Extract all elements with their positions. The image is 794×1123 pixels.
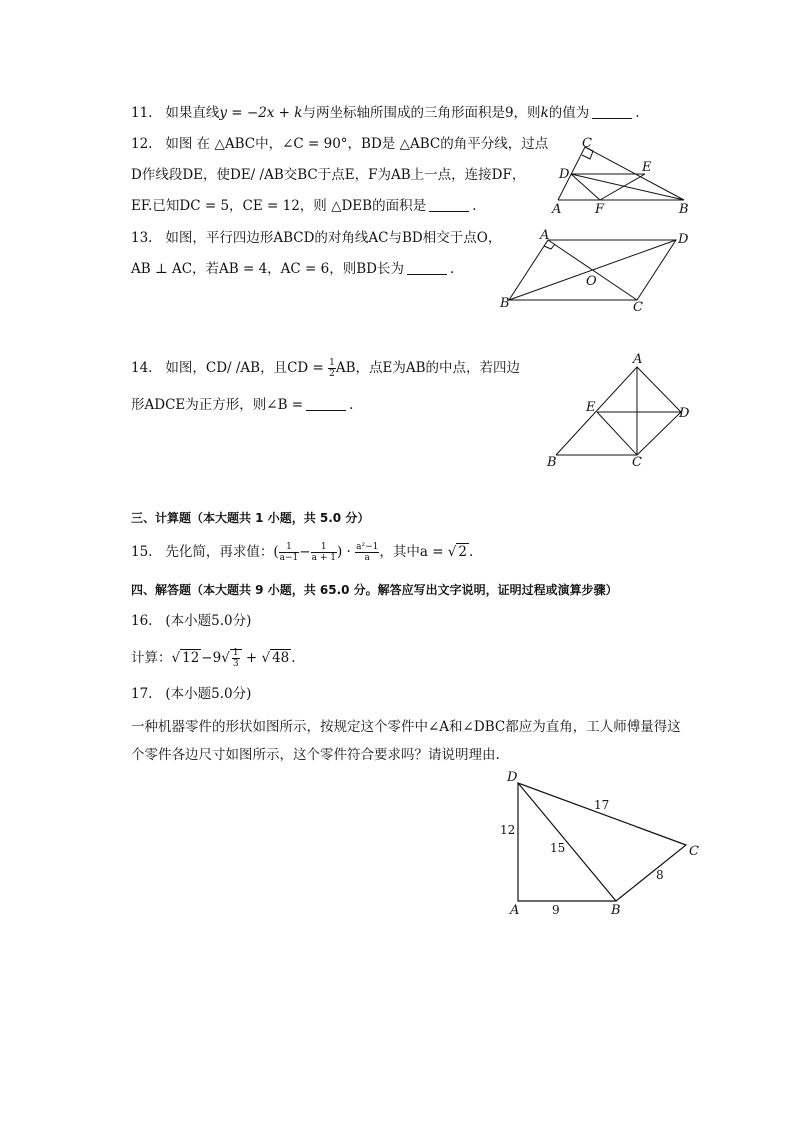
period: . [472, 198, 477, 214]
point-label-d: D [507, 770, 518, 785]
question-text: 如图，CD/ /AB，且CD = [165, 360, 324, 376]
question-text: 先化简，再求值：( [165, 544, 279, 560]
denominator: a + 1 [311, 553, 336, 563]
fraction-2 [311, 542, 337, 563]
point-label-c: C [633, 300, 643, 315]
point-label-a: A [552, 202, 562, 217]
question-17-header [131, 685, 251, 703]
point-label-d: D [559, 167, 570, 182]
square-adce-figure [545, 350, 695, 470]
triangle-abc-figure [548, 135, 698, 220]
question-11 [131, 104, 640, 122]
point-label-b: B [611, 903, 621, 918]
parallelogram-abcd-figure [498, 225, 698, 315]
point-label-c: C [582, 136, 592, 151]
question-12-line-3 [131, 197, 476, 215]
question-number: 17. [131, 686, 153, 702]
operator: + [245, 650, 258, 666]
question-number: 14. [131, 360, 153, 376]
question-15: 15. 先化简，再求值：( $\frac{1}{a-1}$ − $\frac{1}{a + 1}$ ) · $\frac{\text{a²−1}}{a}$ ，其中a = √ 2 . [131, 542, 474, 563]
period: . [349, 397, 354, 413]
period: . [635, 105, 640, 121]
side-length-dc: 17 [594, 798, 610, 812]
question-13-line-2 [131, 260, 454, 278]
side-length-ad: 12 [500, 823, 516, 837]
point-label-b: B [547, 455, 557, 470]
point-label-e: E [642, 160, 652, 175]
period: . [469, 544, 474, 560]
question-number: 15. [131, 544, 153, 560]
answer-blank[interactable] [306, 397, 346, 411]
question-number: 11. [131, 105, 153, 121]
radicand: 48 [272, 650, 290, 666]
question-text: 形ADCE为正方形，则∠B = [131, 397, 304, 413]
operator: ) · [336, 544, 351, 560]
answer-blank[interactable] [429, 198, 469, 212]
question-text: AB，点E为AB的中点，若四边 [335, 360, 521, 376]
question-13-line-1 [131, 229, 501, 247]
question-number: 12. [131, 136, 153, 152]
operator: − [299, 544, 311, 560]
machine-part-figure [498, 768, 708, 918]
denominator: a−1 [279, 553, 299, 563]
side-length-bd: 15 [550, 841, 566, 855]
point-label-d: D [679, 406, 690, 421]
denominator: 2 [329, 369, 335, 379]
question-score: (本小题5.0分) [165, 686, 252, 702]
side-length-ab: 9 [552, 903, 560, 917]
numerator: 1 [279, 542, 300, 553]
question-text: EF.已知DC = 5，CE = 12，则 △DEB的面积是 [131, 198, 427, 214]
radicand: 12 [182, 650, 200, 666]
point-label-c: C [632, 455, 642, 470]
period: . [450, 261, 455, 277]
numerator: 1 [329, 358, 335, 368]
question-text: 与两坐标轴所围成的三角形面积是9，则 [302, 105, 541, 121]
point-label-b: B [500, 296, 510, 311]
section-heading-calculation: 三、计算题（本大题共 1 小题，共 5.0 分） [131, 511, 370, 525]
question-text: 如图 在 △ABC中，∠C = 90°，BD是 △ABC的角平分线，过点 [165, 136, 549, 152]
numerator: a²−1 [356, 542, 379, 552]
question-17-line-1 [131, 718, 681, 736]
answer-blank[interactable] [592, 105, 632, 119]
section-heading-answer: 四、解答题（本大题共 9 小题，共 65.0 分。解答应写出文字说明，证明过程或演算步骤） [131, 583, 618, 597]
period: . [291, 650, 296, 666]
point-label-b: B [679, 202, 689, 217]
question-12-line-2 [131, 166, 525, 184]
math-expression: y = −2x + k [219, 105, 303, 121]
question-text: 如图，平行四边形ABCD的对角线AC与BD相交于点O， [165, 230, 502, 246]
question-16-body: 计算：√ 12 −9√ $\frac{1}{3}$ + √ 48 . [131, 648, 296, 669]
radicand: 2 [458, 544, 468, 560]
point-label-a: A [633, 352, 643, 367]
question-number: 16. [131, 613, 153, 629]
math-variable: k [540, 105, 549, 121]
question-text: 如果直线 [165, 105, 220, 121]
question-text: 计算： [131, 650, 172, 666]
operator: −9 [201, 650, 222, 666]
question-12-line-1 [131, 135, 548, 153]
point-label-d: D [678, 232, 689, 247]
question-text: 一种机器零件的形状如图所示，按规定这个零件中∠A和∠DBC都应为直角，工人师傅量得这 [131, 719, 681, 735]
question-17-line-2 [131, 746, 500, 764]
radicand-fraction [230, 648, 242, 669]
point-label-a: A [540, 228, 550, 243]
question-text: 个零件各边尺寸如图所示，这个零件符合要求吗？请说明理由. [131, 747, 500, 763]
question-score: (本小题5.0分) [165, 613, 252, 629]
fraction-3 [355, 542, 379, 563]
fraction-one-half [328, 358, 336, 379]
question-text: D作线段DE，使DE/ /AB交BC于点E，F为AB上一点，连接DF， [131, 167, 526, 183]
question-text: ，其中a = [379, 544, 444, 560]
question-16-header [131, 612, 251, 630]
denominator: 3 [232, 659, 239, 669]
answer-blank[interactable] [407, 261, 447, 275]
numerator: 1 [311, 542, 337, 553]
point-label-e: E [586, 400, 596, 415]
point-label-c: C [689, 844, 699, 859]
point-label-o: O [586, 274, 597, 289]
question-text: AB ⊥ AC，若AB = 4，AC = 6，则BD长为 [131, 261, 404, 277]
side-length-bc: 8 [656, 868, 664, 882]
numerator: 1 [232, 648, 239, 658]
denominator: a [364, 553, 370, 563]
point-label-a: A [510, 903, 520, 918]
question-14-line-2 [131, 396, 353, 414]
question-text: 的值为 [548, 105, 590, 121]
question-number: 13. [131, 230, 153, 246]
question-14-line-1 [131, 358, 520, 379]
point-label-f: F [595, 202, 605, 217]
fraction-1 [279, 542, 300, 563]
